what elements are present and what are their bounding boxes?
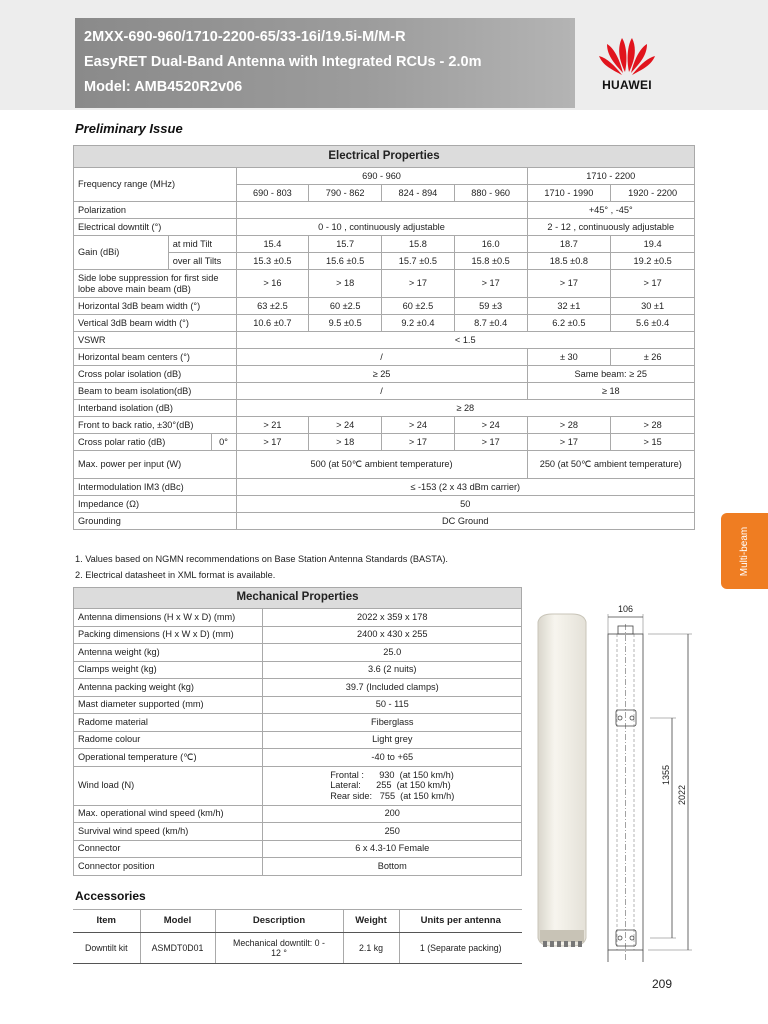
value-cell: > 21: [236, 417, 309, 434]
row-label: Max. power per input (W): [74, 451, 237, 479]
section-tab-label-wrap: [721, 513, 768, 589]
value-cell: /: [236, 383, 527, 400]
value-cell: -40 to +65: [263, 749, 522, 767]
value-cell: 18.7: [527, 236, 611, 253]
dim-width-label: 106: [617, 604, 634, 614]
mechanical-title: Mechanical Properties: [74, 588, 522, 609]
value-cell: > 17: [611, 270, 695, 298]
row-label: Beam to beam isolation(dB): [74, 383, 237, 400]
row-label: Max. operational wind speed (km/h): [74, 805, 263, 823]
value-cell: /: [236, 349, 527, 366]
mechanical-properties-table: [73, 587, 522, 876]
value-cell: 9.2 ±0.4: [382, 315, 455, 332]
value-cell: 60 ±2.5: [382, 298, 455, 315]
value-cell: > 17: [454, 434, 527, 451]
table-cell: 1 (Separate packing): [399, 933, 522, 964]
value-cell: Bottom: [263, 858, 522, 876]
value-cell: 2400 x 430 x 255: [263, 626, 522, 644]
page-number: 209: [652, 977, 673, 991]
row-label: Gain (dBi): [74, 236, 169, 270]
value-cell: > 28: [527, 417, 611, 434]
wind-frontal: Frontal : 930 (at 150 km/h): [330, 769, 454, 780]
sub-label: at mid Tilt: [168, 236, 236, 253]
wind-lateral: Lateral: 255 (at 150 km/h): [330, 780, 451, 791]
row-label: Horizontal beam centers (°): [74, 349, 237, 366]
value-cell: 2 - 12 , continuously adjustable: [527, 219, 694, 236]
value-cell: 19.2 ±0.5: [611, 253, 695, 270]
row-label: Mast diameter supported (mm): [74, 696, 263, 714]
value-cell: ≥ 28: [236, 400, 694, 417]
row-label: Vertical 3dB beam width (°): [74, 315, 237, 332]
value-cell: DC Ground: [236, 513, 694, 530]
value-cell: > 17: [236, 434, 309, 451]
row-label: Polarization: [74, 202, 237, 219]
table-row: [73, 933, 522, 964]
value-cell: 18.5 ±0.8: [527, 253, 611, 270]
value-cell: 3.6 (2 nuits): [263, 661, 522, 679]
row-label: Interband isolation (dB): [74, 400, 237, 417]
value-cell: 15.4: [236, 236, 309, 253]
subband-cell: 880 - 960: [454, 185, 527, 202]
value-cell: > 18: [309, 270, 382, 298]
value-cell: > 16: [236, 270, 309, 298]
value-cell: 500 (at 50℃ ambient temperature): [236, 451, 527, 479]
value-cell: 50 - 115: [263, 696, 522, 714]
column-header: Weight: [343, 910, 399, 933]
value-cell: 19.4: [611, 236, 695, 253]
table-cell: Mechanical downtilt: 0 - 12 °: [215, 933, 343, 964]
row-label: Intermodulation IM3 (dBc): [74, 479, 237, 496]
column-header: Item: [73, 910, 140, 933]
value-cell: > 17: [454, 270, 527, 298]
antenna-drawing: [528, 600, 706, 968]
column-header: Units per antenna: [399, 910, 522, 933]
value-cell: 0 - 10 , continuously adjustable: [236, 219, 527, 236]
value-cell: 15.7: [309, 236, 382, 253]
row-label: Antenna weight (kg): [74, 644, 263, 662]
row-label-split: [74, 434, 237, 451]
value-cell: ≥ 25: [236, 366, 527, 383]
antenna-radome: [538, 614, 586, 946]
value-cell: 63 ±2.5: [236, 298, 309, 315]
value-cell: 5.6 ±0.4: [611, 315, 695, 332]
row-label: Electrical downtilt (°): [74, 219, 237, 236]
row-label: Connector position: [74, 858, 263, 876]
value-cell: Fiberglass: [263, 714, 522, 732]
value-cell: > 28: [611, 417, 695, 434]
value-cell: > 17: [382, 434, 455, 451]
value-cell: 6 x 4.3-10 Female: [263, 840, 522, 858]
electrical-properties-table: [73, 145, 695, 530]
table-cell: ASMDT0D01: [140, 933, 215, 964]
value-cell: 25.0: [263, 644, 522, 662]
row-label: Connector: [74, 840, 263, 858]
column-header: Model: [140, 910, 215, 933]
value-cell: > 15: [611, 434, 695, 451]
row-label: Packing dimensions (H x W x D) (mm): [74, 626, 263, 644]
product-code: 2MXX-690-960/1710-2200-65/33-16i/19.5i-M/M-R: [84, 29, 406, 45]
row-label: Antenna dimensions (H x W x D) (mm): [74, 609, 263, 627]
value-cell: 30 ±1: [611, 298, 695, 315]
row-label: Cross polar isolation (dB): [74, 366, 237, 383]
value-cell: > 17: [382, 270, 455, 298]
antenna-base: [540, 930, 584, 942]
value-cell: 8.7 ±0.4: [454, 315, 527, 332]
row-label: Frequency range (MHz): [74, 168, 237, 202]
value-cell: Light grey: [263, 731, 522, 749]
subband-cell: 824 - 894: [382, 185, 455, 202]
value-cell: 16.0: [454, 236, 527, 253]
table-cell: 2.1 kg: [343, 933, 399, 964]
value-cell: < 1.5: [236, 332, 694, 349]
value-cell: 50: [236, 496, 694, 513]
value-cell: > 18: [309, 434, 382, 451]
wind-rear: Rear side: 755 (at 150 km/h): [330, 790, 455, 801]
section-tab-label: Multi-beam: [739, 526, 750, 576]
row-label: Survival wind speed (km/h): [74, 823, 263, 841]
row-label: Radome colour: [74, 731, 263, 749]
sub-label: over all Tilts: [168, 253, 236, 270]
accessories-table: [73, 909, 522, 964]
accessories-title: Accessories: [75, 889, 146, 903]
row-label: Wind load (N): [74, 766, 263, 805]
value-cell: 32 ±1: [527, 298, 611, 315]
huawei-wordmark: HUAWEI: [602, 78, 652, 92]
row-label: Side lobe suppression for first side lobe above main beam (dB): [74, 270, 237, 298]
subband-cell: 790 - 862: [309, 185, 382, 202]
row-label: Clamps weight (kg): [74, 661, 263, 679]
footnote: 1. Values based on NGMN recommendations on Base Station Antenna Standards (BASTA).: [75, 554, 448, 564]
row-label: Cross polar ratio (dB): [78, 437, 166, 447]
wind-load-cell: [263, 766, 522, 805]
row-label: Front to back ratio, ±30°(dB): [74, 417, 237, 434]
subband-cell: 690 - 803: [236, 185, 309, 202]
empty-cell: [236, 202, 527, 219]
sub-label: 0°: [211, 434, 236, 450]
model-name: Model: AMB4520R2v06: [84, 79, 243, 95]
row-label: VSWR: [74, 332, 237, 349]
row-label: Grounding: [74, 513, 237, 530]
row-label: Impedance (Ω): [74, 496, 237, 513]
row-label: Radome material: [74, 714, 263, 732]
value-cell: 39.7 (Included clamps): [263, 679, 522, 697]
band-header: 1710 - 2200: [527, 168, 694, 185]
value-cell: > 17: [527, 270, 611, 298]
value-cell: 10.6 ±0.7: [236, 315, 309, 332]
value-cell: 15.8: [382, 236, 455, 253]
value-cell: 250 (at 50℃ ambient temperature): [527, 451, 694, 479]
value-cell: 250: [263, 823, 522, 841]
value-cell: ≤ -153 (2 x 43 dBm carrier): [236, 479, 694, 496]
value-cell: > 24: [309, 417, 382, 434]
row-label: Horizontal 3dB beam width (°): [74, 298, 237, 315]
value-cell: +45° , -45°: [527, 202, 694, 219]
product-title: EasyRET Dual-Band Antenna with Integrated RCUs - 2.0m: [84, 54, 482, 70]
dim-clamp-spacing-label: 1355: [661, 764, 671, 786]
value-cell: 2022 x 359 x 178: [263, 609, 522, 627]
value-cell: 15.3 ±0.5: [236, 253, 309, 270]
value-cell: ≥ 18: [527, 383, 694, 400]
value-cell: 6.2 ±0.5: [527, 315, 611, 332]
value-cell: 60 ±2.5: [309, 298, 382, 315]
column-header: Description: [215, 910, 343, 933]
value-cell: 200: [263, 805, 522, 823]
preliminary-issue-label: Preliminary Issue: [75, 121, 183, 136]
value-cell: ± 26: [611, 349, 695, 366]
value-cell: > 24: [454, 417, 527, 434]
value-cell: ± 30: [527, 349, 611, 366]
subband-cell: 1710 - 1990: [527, 185, 611, 202]
row-label: Antenna packing weight (kg): [74, 679, 263, 697]
value-cell: > 24: [382, 417, 455, 434]
table-cell: Downtilt kit: [73, 933, 140, 964]
subband-cell: 1920 - 2200: [611, 185, 695, 202]
value-cell: 15.8 ±0.5: [454, 253, 527, 270]
value-cell: 59 ±3: [454, 298, 527, 315]
value-cell: 9.5 ±0.5: [309, 315, 382, 332]
value-cell: 15.7 ±0.5: [382, 253, 455, 270]
value-cell: Same beam: ≥ 25: [527, 366, 694, 383]
row-label: Operational temperature (℃): [74, 749, 263, 767]
value-cell: 15.6 ±0.5: [309, 253, 382, 270]
value-cell: > 17: [527, 434, 611, 451]
footnote: 2. Electrical datasheet in XML format is available.: [75, 570, 276, 580]
band-header: 690 - 960: [236, 168, 527, 185]
electrical-title: Electrical Properties: [74, 146, 695, 168]
dim-height-label: 2022: [677, 784, 687, 806]
